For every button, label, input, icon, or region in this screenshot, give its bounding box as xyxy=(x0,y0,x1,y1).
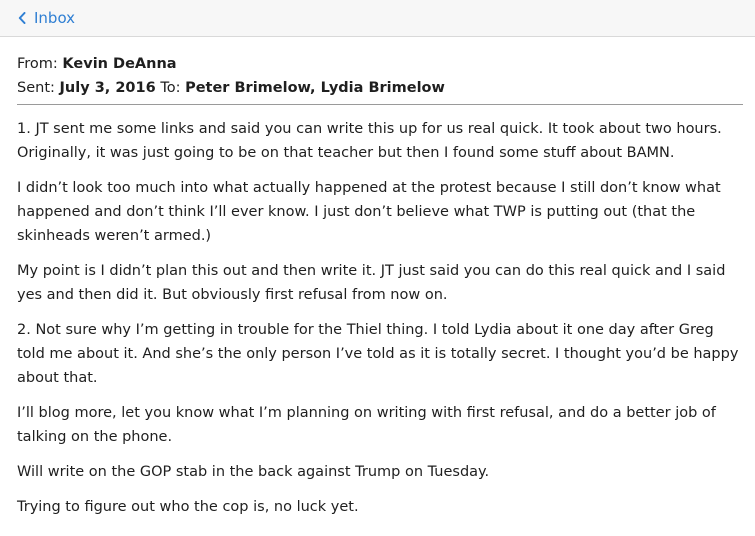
message-paragraph: I’ll blog more, let you know what I’m planning on writing with first refusal, and do a better job of talking on the phone. xyxy=(17,405,716,445)
sent-line xyxy=(17,76,445,100)
recipient-names[interactable]: Peter Brimelow, Lydia Brimelow xyxy=(185,80,445,96)
message-paragraph: Will write on the GOP stab in the back against Trump on Tuesday. xyxy=(17,464,490,480)
from-label: From: xyxy=(17,56,58,72)
from-line xyxy=(17,52,445,76)
message-paragraph: My point is I didn’t plan this out and then write it. JT just said you can do this real quick and I said yes and then did it. But obviously first refusal from now on. xyxy=(17,263,726,303)
message-paragraph: 1. JT sent me some links and said you can write this up for us real quick. It took about two hours. Originally, it was just going to be on that teacher but then I found some stuff about BAMN. xyxy=(17,121,722,161)
back-label: Inbox xyxy=(34,9,76,27)
back-to-inbox-button[interactable] xyxy=(18,9,75,27)
message-header xyxy=(17,52,445,100)
sent-date: July 3, 2016 xyxy=(59,80,156,96)
header-divider xyxy=(17,104,743,105)
message-paragraph: Trying to figure out who the cop is, no luck yet. xyxy=(17,499,359,515)
message-body xyxy=(17,117,745,530)
chevron-left-icon xyxy=(18,12,26,24)
message-paragraph: 2. Not sure why I’m getting in trouble for the Thiel thing. I told Lydia about it one day after Greg told me about it. And she’s the only person I’ve told as it is totally secret. I thought you’d be happy about that. xyxy=(17,322,739,386)
sent-label: Sent: xyxy=(17,80,55,96)
to-label: To: xyxy=(160,80,181,96)
top-bar xyxy=(0,0,755,37)
sender-name[interactable]: Kevin DeAnna xyxy=(62,56,177,72)
message-paragraph: I didn’t look too much into what actually happened at the protest because I still don’t know what happened and don’t think I’ll ever know. I just don’t believe what TWP is putting out (that the skinheads weren’t armed.) xyxy=(17,180,721,244)
